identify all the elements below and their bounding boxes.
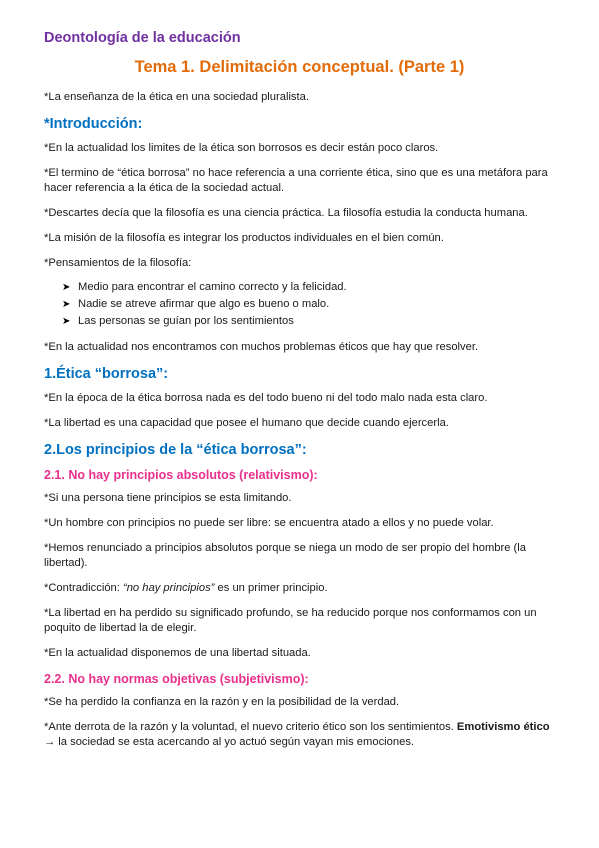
paragraph: *Descartes decía que la filosofía es una ciencia práctica. La filosofía estudia la conducta humana.: [44, 207, 528, 219]
arrowhead-bullet-icon: ➤: [62, 282, 71, 293]
subsection-heading-subjetivismo: 2.2. No hay normas objetivas (subjetivismo):: [44, 672, 309, 686]
paragraph-emotivismo: [44, 720, 555, 750]
text: *Ante derrota de la razón y la voluntad, el nuevo criterio ético son los sentimientos.: [44, 721, 457, 733]
subsection-heading-relativismo: 2.1. No hay principios absolutos (relativismo):: [44, 468, 318, 482]
document-title: Tema 1. Delimitación conceptual. (Parte 1): [134, 58, 465, 76]
list-item-text: Nadie se atreve afirmar que algo es bueno o malo.: [78, 298, 330, 310]
bold-term: Emotivismo ético: [456, 721, 550, 733]
paragraph: *La libertad es una capacidad que posee el humano que decide cuando ejercerla.: [44, 417, 449, 429]
paragraph: *La libertad en ha perdido su significado profundo, se ha reducido porque nos conformamos con un poquito de libertad la de elegir.: [44, 607, 537, 634]
paragraph: *Se ha perdido la confianza en la razón y en la posibilidad de la verdad.: [44, 696, 400, 708]
paragraph: *En la actualidad nos encontramos con muchos problemas éticos que hay que resolver.: [44, 341, 479, 353]
list-item: [62, 313, 555, 330]
list-item-text: Las personas se guían por los sentimientos: [78, 315, 294, 327]
section-heading-introduccion: *Introducción:: [44, 116, 143, 132]
list-item: [62, 296, 555, 313]
text: la sociedad se esta acercando al yo actuó según vayan mis emociones.: [58, 736, 415, 748]
document-body: [44, 90, 555, 760]
text: es un primer principio.: [214, 582, 328, 594]
text: *Contradicción:: [44, 582, 123, 594]
paragraph: *En la actualidad disponemos de una libertad situada.: [44, 647, 311, 659]
paragraph: *En la época de la ética borrosa nada es del todo bueno ni del todo malo nada esta claro.: [44, 392, 488, 404]
course-title: Deontología de la educación: [44, 30, 241, 46]
paragraph: *La misión de la filosofía es integrar los productos individuales en el bien común.: [44, 232, 444, 244]
right-arrow-icon: →: [44, 736, 59, 748]
paragraph: *Hemos renunciado a principios absolutos porque se niega un modo de ser propio del hombre (la libertad).: [44, 542, 526, 569]
paragraph: *El termino de “ética borrosa” no hace referencia a una corriente ética, sino que es una metáfora para hacer referencia a la ética de la sociedad actual.: [44, 167, 548, 194]
quoted-text: “no hay principios”: [122, 582, 215, 594]
paragraph-contradiccion: [44, 581, 555, 596]
arrowhead-bullet-icon: ➤: [62, 316, 71, 327]
intro-line: *La enseñanza de la ética en una sociedad pluralista.: [44, 91, 309, 103]
list-item-text: Medio para encontrar el camino correcto y la felicidad.: [78, 281, 347, 293]
section-heading-etica-borrosa: 1.Ética “borrosa”:: [44, 366, 169, 382]
list-item: [62, 279, 555, 296]
paragraph: *En la actualidad los limites de la ética son borrosos es decir están poco claros.: [44, 142, 439, 154]
paragraph: *Pensamientos de la filosofía:: [44, 257, 192, 269]
section-heading-principios: 2.Los principios de la “ética borrosa”:: [44, 442, 307, 458]
paragraph: *Si una persona tiene principios se esta limitando.: [44, 492, 292, 504]
paragraph: *Un hombre con principios no puede ser libre: se encuentra atado a ellos y no puede volar.: [44, 517, 494, 529]
bullet-list: [44, 279, 555, 330]
arrowhead-bullet-icon: ➤: [62, 299, 71, 310]
